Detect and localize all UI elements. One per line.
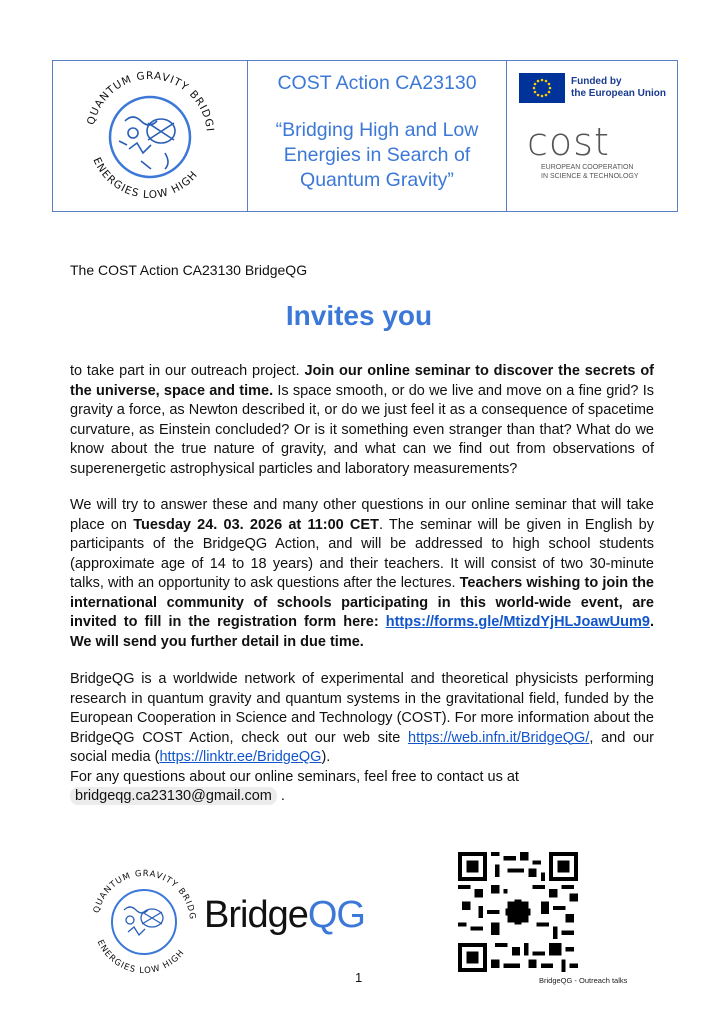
footer-logo (84, 866, 204, 983)
cost-sub-line: IN SCIENCE & TECHNOLOGY (541, 173, 639, 180)
eu-funding (519, 73, 666, 103)
qr-code[interactable] (458, 852, 578, 972)
page-heading: Invites you (285, 300, 433, 331)
svg-text:QUANTUM GRAVITY BRIDGING: QUANTUM GRAVITY BRIDG (91, 868, 198, 921)
text: Is space smooth, or do we live and move on a fine grid? Is gravity a force, as Newton described it, or do we just feel it as a consequence of spacetime curvature, as Einstein concluded? Or is it something even stranger than that? What do we know about the true nature of gravity, and what can we find out from observations of superenergetic astrophysical particles and laboratory measurements? (70, 382, 654, 477)
cost-logo-word: cost (527, 120, 610, 164)
text: . The seminar will be given in English by participants of the BridgeQG Action, and will be addressed to high school students (approximate age of 14 to 18 years) and their teachers. It will consist of two 30-minute talks, with an opportunity to ask questions after the lectures. (70, 516, 654, 591)
cost-logo-subtitle (541, 163, 639, 181)
contact-text: For any questions about our online seminars, feel free to contact us at (70, 768, 519, 785)
header-box (52, 60, 678, 212)
bridgeqg-logo-cell (53, 61, 248, 211)
project-title-line: “Bridging High and Low (275, 119, 479, 141)
bold-text: . We will send you further detail in due time. (70, 614, 654, 650)
svg-text:ENERGIES LOW HIGH: ENERGIES LOW HIGH (90, 155, 201, 202)
text: We will try to answer these and many other questions in our online seminar that will take place on (70, 497, 654, 533)
seminar-date: Tuesday 24. 03. 2026 at 11:00 CET (133, 516, 379, 533)
project-title (248, 118, 506, 193)
eu-text-line: the European Union (571, 88, 666, 99)
eu-text-line: Funded by (571, 76, 622, 87)
action-code: COST Action CA23130 (277, 72, 477, 94)
funders-cell (507, 61, 677, 211)
brand-bridge: Bridge (204, 894, 308, 936)
eu-funding-text (571, 76, 666, 100)
paragraph-2 (70, 496, 654, 652)
text: BridgeQG is a worldwide network of experimental and theoretical physicists performing research in quantum gravity and quantum systems in the gravitational field, funded by the European Cooperation in Science and Technology (COST). For more information about the BridgeQG COST Action, check out our web site (70, 671, 654, 746)
page-number: 1 (355, 970, 363, 985)
registration-form-link[interactable]: https://forms.gle/MtizdYjHLJoawUum9 (385, 614, 650, 630)
text: ). (321, 749, 331, 765)
text: to take part in our outreach project. (70, 363, 305, 379)
project-title-line: Quantum Gravity” (300, 169, 454, 191)
qr-caption: BridgeQG - Outreach talks (539, 976, 628, 985)
text: . (276, 788, 285, 804)
text: , and our social media ( (70, 729, 654, 765)
svg-text:ENERGIES LOW HIGH: ENERGIES LOW HIGH (94, 938, 187, 977)
bridgeqg-wordmark (204, 894, 365, 937)
project-title-line: Energies in Search of (283, 144, 471, 166)
bold-text: Teachers wishing to join the international community of schools participating in this world-wide event, are invited to fill in the registration form here: (70, 575, 654, 630)
header-title-cell (248, 61, 507, 211)
bold-text: Join our online seminar to discover the secrets of the universe, space and time. (70, 363, 655, 399)
cost-logo (527, 120, 639, 181)
contact-email[interactable]: bridgeqg.ca23130@gmail.com (70, 787, 277, 805)
eu-flag-icon (519, 73, 565, 103)
cost-sub-line: EUROPEAN COOPERATION (541, 164, 634, 171)
paragraph-1 (70, 362, 654, 479)
website-link[interactable]: https://web.infn.it/BridgeQG/ (408, 729, 590, 746)
bridgeqg-footer-logo-icon (84, 866, 204, 978)
bridgeqg-logo-icon (53, 61, 248, 211)
paragraph-3 (70, 670, 654, 807)
svg-text:QUANTUM GRAVITY BRIDGING: QUANTUM GRAVITY BRIDGI (85, 69, 216, 133)
intro-line: The COST Action CA23130 BridgeQG (70, 262, 308, 278)
social-media-link[interactable]: https://linktr.ee/BridgeQG (159, 749, 322, 765)
brand-qg: QG (307, 894, 365, 936)
